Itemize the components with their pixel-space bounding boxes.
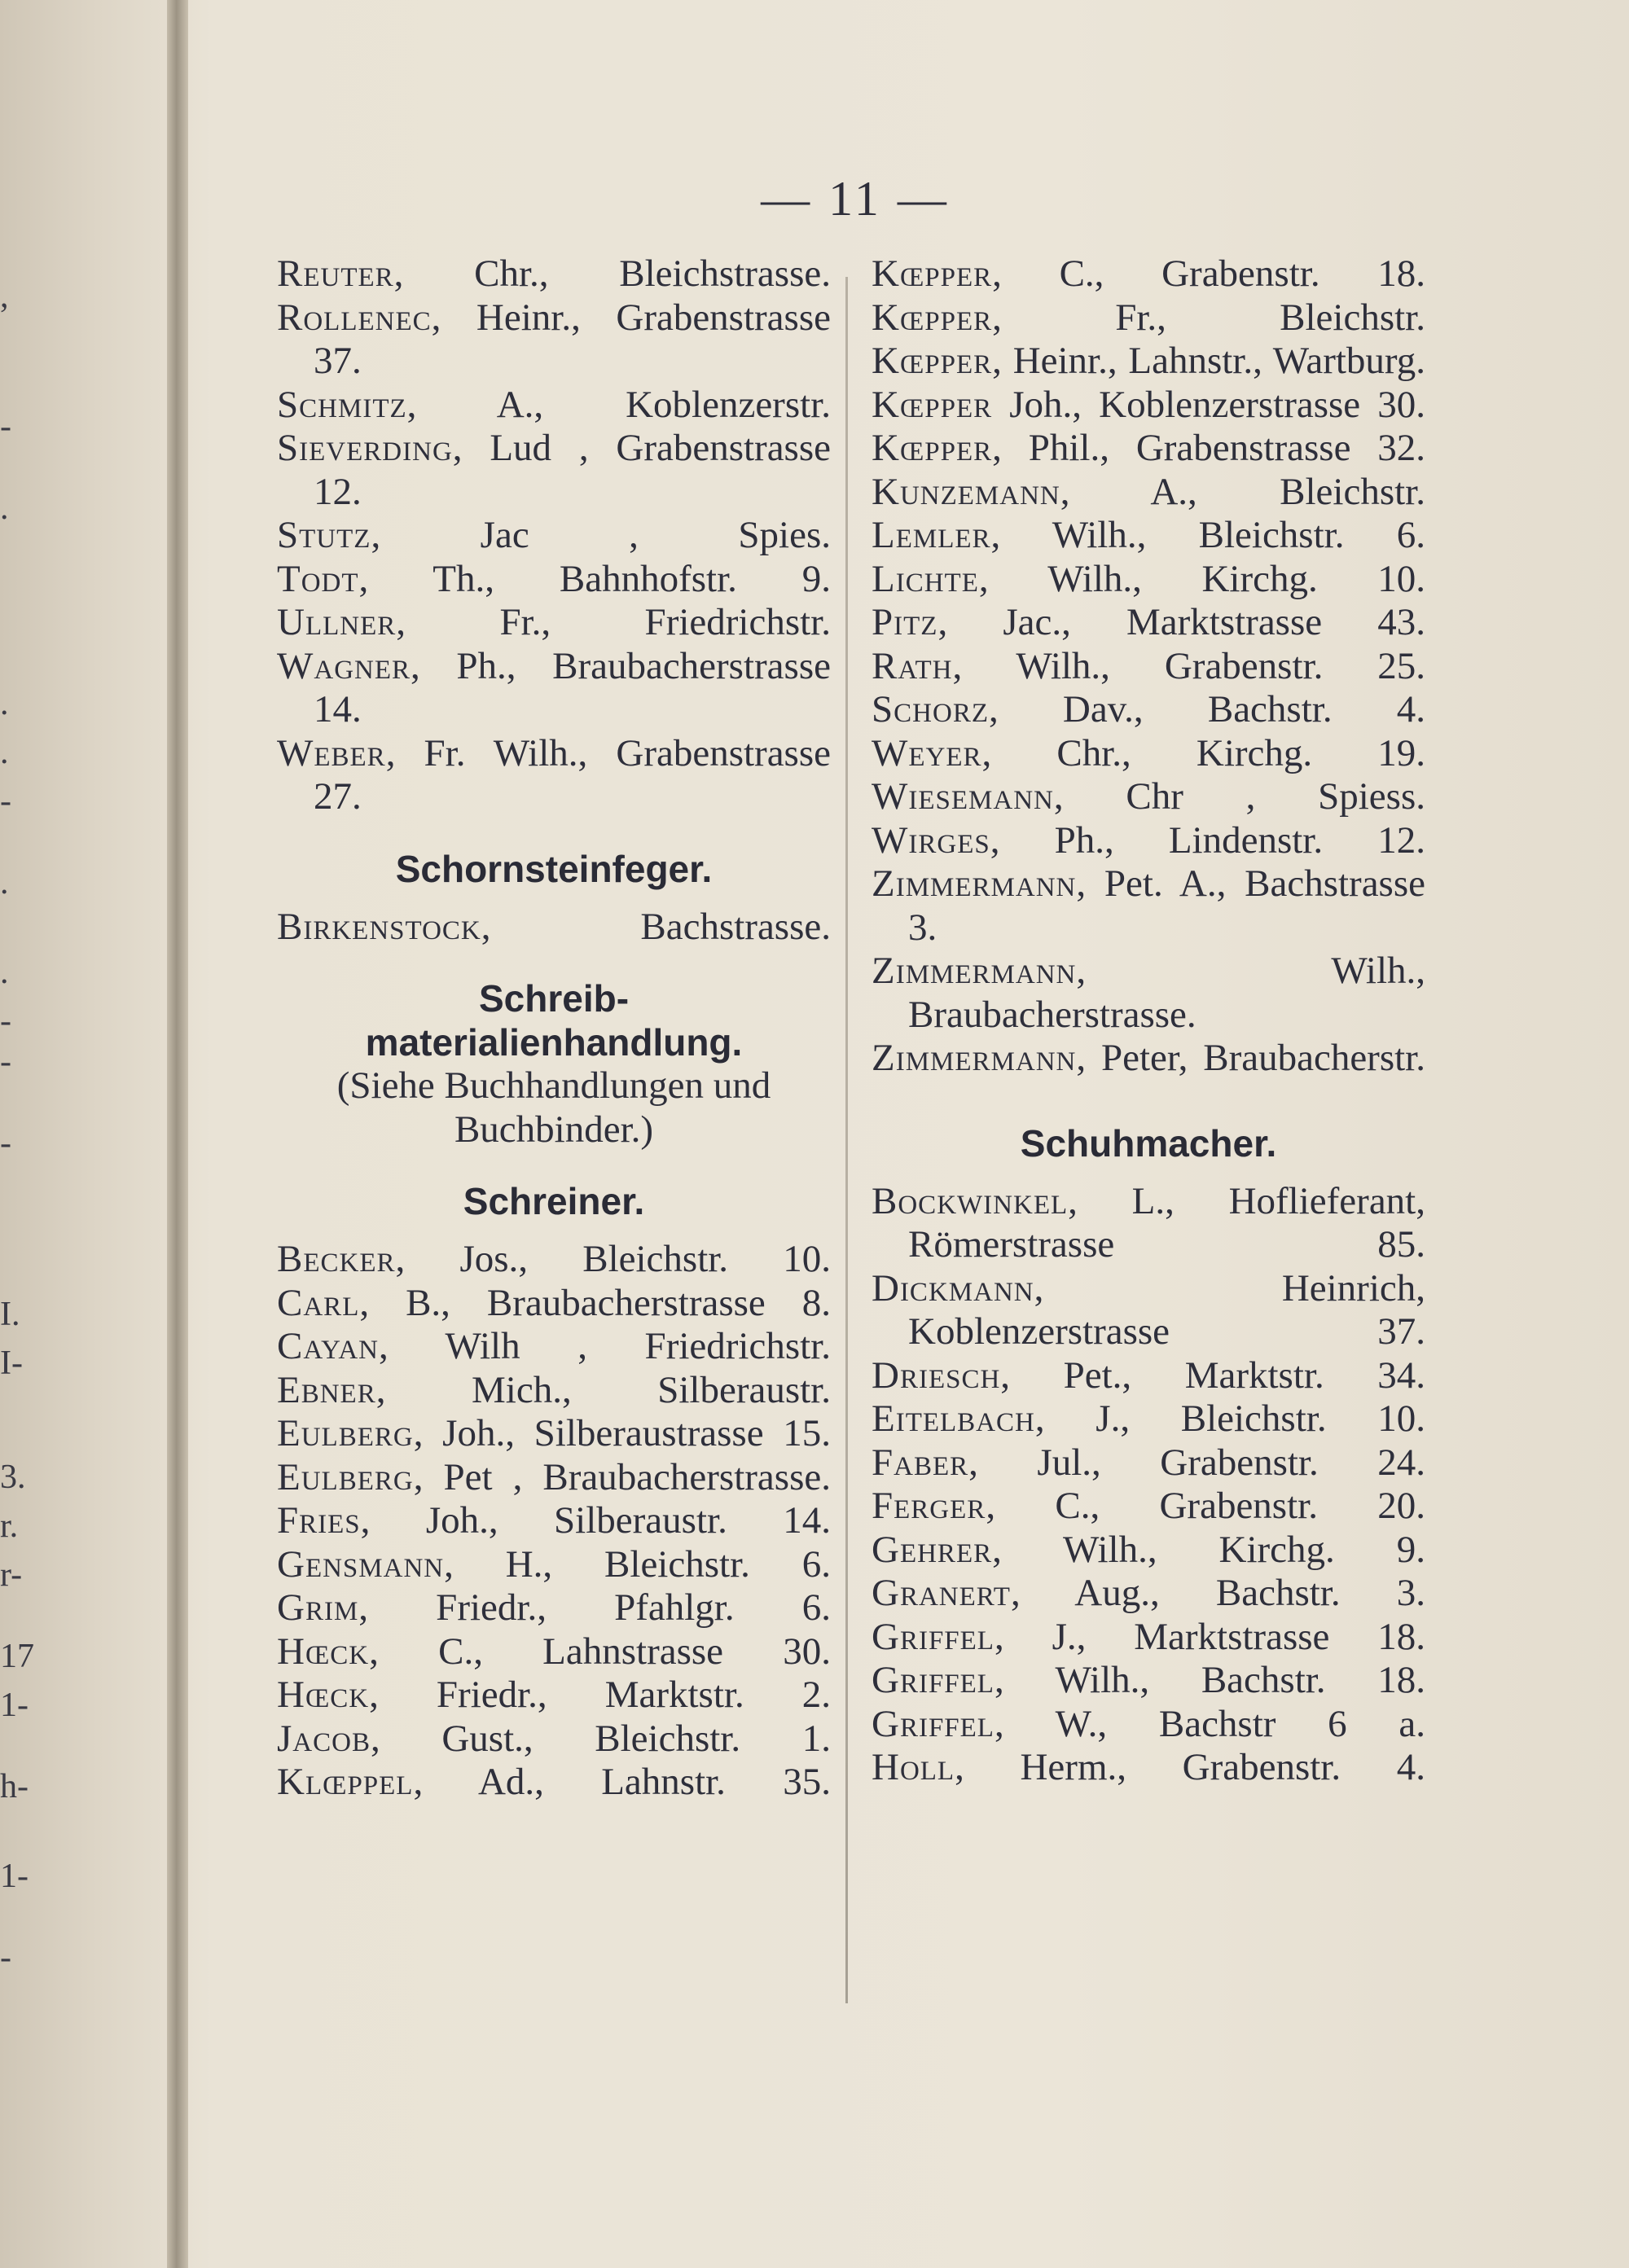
directory-entry bbox=[872, 775, 1425, 819]
margin-fragment: 17 bbox=[0, 1638, 34, 1675]
right-column bbox=[872, 252, 1425, 1790]
entry-name: Zimmermann bbox=[872, 862, 1077, 905]
entry-name: Wiesemann bbox=[872, 775, 1054, 818]
entry-name: Stutz bbox=[277, 514, 371, 556]
entry-name: Dickmann bbox=[872, 1266, 1034, 1309]
entry-details: , J., Marktstrasse 18. bbox=[994, 1615, 1425, 1658]
entry-name: Rollenec bbox=[277, 296, 432, 339]
entry-name: Lemler bbox=[872, 514, 991, 556]
entry-details: , C., Grabenstr. 18. bbox=[992, 252, 1425, 295]
directory-entry bbox=[872, 819, 1425, 863]
entry-details: , Heinr., Grabenstrasse 37. bbox=[314, 296, 831, 382]
directory-entry bbox=[277, 645, 831, 732]
entry-name: Grim bbox=[277, 1586, 359, 1629]
heading-schreib bbox=[277, 976, 831, 1064]
entry-details: , Joh., Silberaustr. 14. bbox=[360, 1499, 831, 1542]
entry-details: , Joh., Silberaustrasse 15. bbox=[413, 1412, 831, 1454]
directory-entry bbox=[277, 906, 831, 950]
left-margin-fragments bbox=[0, 0, 167, 2268]
entry-name: Faber bbox=[872, 1441, 969, 1484]
entry-details: , Chr , Spiess. bbox=[1053, 775, 1425, 818]
entry-details: , Jac , Spies. bbox=[371, 514, 831, 556]
entry-name: Jacob bbox=[277, 1717, 371, 1760]
page-number: — 11 — bbox=[761, 172, 950, 226]
directory-entry bbox=[872, 340, 1425, 384]
entry-name: Granert bbox=[872, 1572, 1011, 1614]
entry-name: Cayan bbox=[277, 1325, 379, 1367]
entry-name: Kœpper bbox=[872, 340, 993, 382]
entry-details: , Pet., Marktstr. 34. bbox=[1000, 1353, 1425, 1397]
margin-fragment: . bbox=[0, 489, 9, 527]
directory-entry bbox=[277, 1238, 831, 1282]
heading-schreib-line1: Schreib- bbox=[478, 977, 630, 1020]
directory-entry bbox=[277, 558, 831, 602]
directory-entry bbox=[872, 950, 1425, 1037]
entry-details: , Jos., Bleichstr. 10. bbox=[395, 1238, 831, 1280]
directory-entry bbox=[872, 471, 1425, 515]
margin-fragment: h- bbox=[0, 1768, 29, 1805]
entry-name: Bockwinkel bbox=[872, 1179, 1069, 1222]
directory-entry bbox=[872, 558, 1425, 602]
entry-name: Gensmann bbox=[277, 1542, 445, 1586]
entry-details: , Fr., Friedrichstr. bbox=[396, 601, 831, 643]
directory-entry bbox=[277, 601, 831, 645]
entry-details: , Aug., Bachstr. 3. bbox=[1010, 1572, 1425, 1614]
directory-entry bbox=[277, 1717, 831, 1761]
margin-fragment: 3. bbox=[0, 1459, 26, 1496]
entry-name: Zimmermann bbox=[872, 950, 1077, 992]
entry-details: , Jul., Grabenstr. 24. bbox=[968, 1441, 1425, 1484]
directory-entry bbox=[872, 384, 1425, 428]
directory-entry bbox=[277, 296, 831, 384]
directory-entry bbox=[872, 1616, 1425, 1660]
entry-name: Lichte bbox=[872, 557, 979, 600]
note-line1: (Siehe Buchhandlungen und bbox=[336, 1064, 771, 1107]
heading-schreib-line2: materialienhandlung. bbox=[365, 1021, 743, 1064]
entry-details: , Chr., Kirchg. 19. bbox=[981, 731, 1425, 774]
directory-entry bbox=[277, 1369, 831, 1413]
entry-details: , C., Grabenstr. 20. bbox=[986, 1485, 1425, 1527]
entry-name: Rath bbox=[872, 644, 953, 687]
entry-name: Weber bbox=[277, 731, 386, 774]
entry-name: Klœppel bbox=[277, 1761, 414, 1803]
entry-details: , Bachstrasse. bbox=[481, 905, 831, 948]
directory-entry bbox=[872, 296, 1425, 340]
margin-fragment: r- bbox=[0, 1556, 23, 1594]
entry-details: , Gust., Bleichstr. 1. bbox=[370, 1717, 831, 1760]
entry-name: Eulberg bbox=[277, 1455, 414, 1498]
directory-entry bbox=[872, 1746, 1425, 1790]
margin-fragment: - bbox=[0, 1002, 11, 1040]
entry-details: , Fr., Bleichstr. bbox=[992, 296, 1425, 339]
entry-details: , B., Braubacherstrasse 8. bbox=[359, 1281, 831, 1324]
entry-details: , Th., Bahnhofstr. 9. bbox=[358, 557, 831, 600]
column-divider bbox=[845, 277, 848, 2003]
entry-details: , Ad., Lahnstr. 35. bbox=[413, 1761, 831, 1803]
entry-name: Fries bbox=[277, 1499, 361, 1542]
directory-entry bbox=[277, 1761, 831, 1805]
margin-fragment: . bbox=[0, 685, 9, 722]
entry-name: Griffel bbox=[872, 1615, 995, 1658]
entry-name: Pitz bbox=[872, 601, 938, 643]
directory-entry bbox=[872, 1354, 1425, 1398]
right-entries-b bbox=[872, 1180, 1425, 1790]
directory-entry bbox=[872, 1485, 1425, 1529]
entry-name: Kœpper bbox=[872, 383, 993, 426]
entry-name: Sieverding bbox=[277, 427, 453, 469]
entry-name: Ullner bbox=[277, 601, 397, 643]
entry-details: , Ph., Braubacherstrasse 14. bbox=[314, 644, 831, 730]
directory-entry bbox=[872, 427, 1425, 471]
margin-fragment: . bbox=[0, 864, 9, 901]
heading-schuhmacher: Schuhmacher. bbox=[1020, 1121, 1277, 1165]
entry-details: , Herm., Grabenstr. 4. bbox=[955, 1746, 1425, 1788]
entry-details: , Lud , Grabenstrasse 12. bbox=[314, 427, 831, 513]
directory-entry bbox=[872, 1703, 1425, 1747]
entry-details: , Dav., Bachstr. 4. bbox=[988, 688, 1425, 730]
margin-fragment: , bbox=[0, 278, 9, 315]
left-entries-c bbox=[277, 1238, 831, 1805]
entry-details: , W., Bachstr 6 a. bbox=[994, 1702, 1425, 1745]
margin-fragment: . bbox=[0, 954, 9, 991]
entry-name: Gehrer bbox=[872, 1528, 993, 1571]
book-gutter bbox=[167, 0, 188, 2268]
directory-entry bbox=[872, 1180, 1425, 1267]
entry-details: , Fr. Wilh., Grabenstrasse 27. bbox=[314, 731, 831, 818]
entry-details: , Pet , Braubacherstrasse. bbox=[413, 1455, 831, 1498]
directory-entry bbox=[277, 732, 831, 819]
entry-name: Eulberg bbox=[277, 1412, 414, 1454]
entry-details: , Ph., Lindenstr. 12. bbox=[990, 818, 1425, 862]
directory-entry bbox=[872, 252, 1425, 296]
entry-details: , Heinr., Lahnstr., Wartburg. bbox=[992, 340, 1425, 382]
entry-details: , Wilh., Braubacherstrasse. bbox=[908, 950, 1425, 1036]
margin-fragment: - bbox=[0, 783, 11, 820]
margin-fragment: - bbox=[0, 1939, 11, 1976]
directory-entry bbox=[872, 732, 1425, 776]
note-line2: Buchbinder.) bbox=[454, 1108, 654, 1151]
entry-details: , Friedr., Pfahlgr. 6. bbox=[358, 1586, 831, 1629]
entry-name: Wagner bbox=[277, 644, 411, 687]
entry-name: Kunzemann bbox=[872, 470, 1060, 513]
entry-name: Griffel bbox=[872, 1702, 995, 1745]
entry-name: Becker bbox=[277, 1238, 396, 1280]
entry-name: Kœpper bbox=[872, 252, 993, 295]
entry-details: Joh., Koblenzerstrasse 30. bbox=[992, 383, 1425, 426]
directory-entry bbox=[277, 1499, 831, 1543]
left-entries-a bbox=[277, 252, 831, 819]
entry-name: Todt bbox=[277, 557, 359, 600]
directory-entry bbox=[277, 1586, 831, 1630]
entry-name: Holl bbox=[872, 1746, 955, 1788]
cross-reference-note bbox=[277, 1064, 831, 1152]
directory-entry bbox=[872, 1529, 1425, 1573]
directory-entry bbox=[277, 252, 831, 296]
entry-name: Hœck bbox=[277, 1630, 370, 1673]
margin-fragment: 1- bbox=[0, 1687, 29, 1724]
directory-entry bbox=[277, 1630, 831, 1674]
margin-fragment: I. bbox=[0, 1296, 20, 1333]
directory-entry bbox=[872, 601, 1425, 645]
entry-details: , Heinrich, Koblenzerstrasse 37. bbox=[908, 1266, 1425, 1353]
heading-schreiner: Schreiner. bbox=[463, 1180, 645, 1222]
entry-details: , Wilh , Friedrichstr. bbox=[379, 1325, 831, 1367]
entry-name: Ferger bbox=[872, 1485, 986, 1527]
directory-entry bbox=[872, 688, 1425, 732]
entry-name: Reuter bbox=[277, 252, 394, 295]
directory-entry bbox=[872, 514, 1425, 558]
entry-details: , Wilh., Kirchg. 9. bbox=[992, 1528, 1425, 1571]
left-entries-b bbox=[277, 906, 831, 950]
directory-entry bbox=[872, 1659, 1425, 1703]
directory-entry bbox=[277, 427, 831, 514]
entry-name: Birkenstock bbox=[277, 905, 481, 948]
entry-name: Driesch bbox=[872, 1353, 1001, 1397]
directory-entry bbox=[277, 1674, 831, 1717]
directory-entry bbox=[872, 645, 1425, 689]
entry-details: , Wilh., Grabenstr. 25. bbox=[952, 644, 1425, 687]
heading-schornsteinfeger: Schornsteinfeger. bbox=[395, 847, 713, 890]
entry-details: , Mich., Silberaustr. bbox=[375, 1368, 831, 1411]
entry-name: Ebner bbox=[277, 1368, 376, 1411]
directory-entry bbox=[872, 862, 1425, 950]
margin-fragment: r. bbox=[0, 1507, 19, 1545]
entry-details: , J., Bleichstr. 10. bbox=[1034, 1397, 1425, 1440]
directory-entry bbox=[277, 1412, 831, 1456]
directory-entry bbox=[872, 1572, 1425, 1616]
directory-entry bbox=[277, 384, 831, 428]
margin-fragment: - bbox=[0, 1125, 11, 1162]
entry-details: , Wilh., Bachstr. 18. bbox=[994, 1659, 1425, 1701]
directory-entry bbox=[277, 1282, 831, 1326]
entry-name: Hœck bbox=[277, 1674, 370, 1716]
directory-entry bbox=[872, 1397, 1425, 1441]
entry-name: Eitelbach bbox=[872, 1397, 1035, 1440]
margin-fragment: I- bbox=[0, 1345, 23, 1382]
entry-details: , Wilh., Bleichstr. 6. bbox=[990, 514, 1425, 556]
entry-details: , L., Hoflieferant, Römerstrasse 85. bbox=[908, 1179, 1425, 1266]
directory-entry bbox=[277, 1456, 831, 1500]
entry-name: Wirges bbox=[872, 818, 990, 862]
entry-details: , Pet. A., Bachstrasse 3. bbox=[908, 862, 1425, 949]
entry-details: , Wilh., Kirchg. 10. bbox=[978, 557, 1425, 600]
entry-name: Carl bbox=[277, 1281, 360, 1324]
entry-name: Griffel bbox=[872, 1659, 995, 1701]
entry-name: Zimmermann bbox=[872, 1037, 1077, 1079]
entry-details: , Jac., Marktstrasse 43. bbox=[937, 601, 1425, 643]
entry-details: , Peter, Braubacherstr. bbox=[1076, 1037, 1425, 1079]
directory-entry bbox=[872, 1267, 1425, 1354]
margin-fragment: . bbox=[0, 734, 9, 771]
directory-entry bbox=[872, 1037, 1425, 1081]
entry-details: , Friedr., Marktstr. 2. bbox=[369, 1674, 831, 1716]
margin-fragment: - bbox=[0, 1043, 11, 1081]
entry-name: Kœpper bbox=[872, 427, 993, 469]
directory-entry bbox=[872, 1441, 1425, 1485]
right-entries-a bbox=[872, 252, 1425, 1081]
entry-name: Kœpper bbox=[872, 296, 993, 339]
entry-details: , Chr., Bleichstrasse. bbox=[393, 252, 831, 295]
directory-entry bbox=[277, 1325, 831, 1369]
margin-fragment: - bbox=[0, 408, 11, 445]
directory-entry bbox=[277, 1543, 831, 1587]
entry-details: , A., Bleichstr. bbox=[1060, 470, 1425, 513]
margin-fragment: 1- bbox=[0, 1858, 29, 1895]
entry-name: Schorz bbox=[872, 688, 989, 730]
entry-name: Weyer bbox=[872, 731, 982, 774]
left-column bbox=[277, 252, 831, 1805]
entry-details: , H., Bleichstr. 6. bbox=[444, 1542, 831, 1586]
entry-details: , Phil., Grabenstrasse 32. bbox=[992, 427, 1425, 469]
entry-details: , A., Koblenzerstr. bbox=[406, 383, 831, 426]
directory-entry bbox=[277, 514, 831, 558]
entry-details: , C., Lahnstrasse 30. bbox=[369, 1630, 831, 1673]
entry-name: Schmitz bbox=[277, 383, 407, 426]
